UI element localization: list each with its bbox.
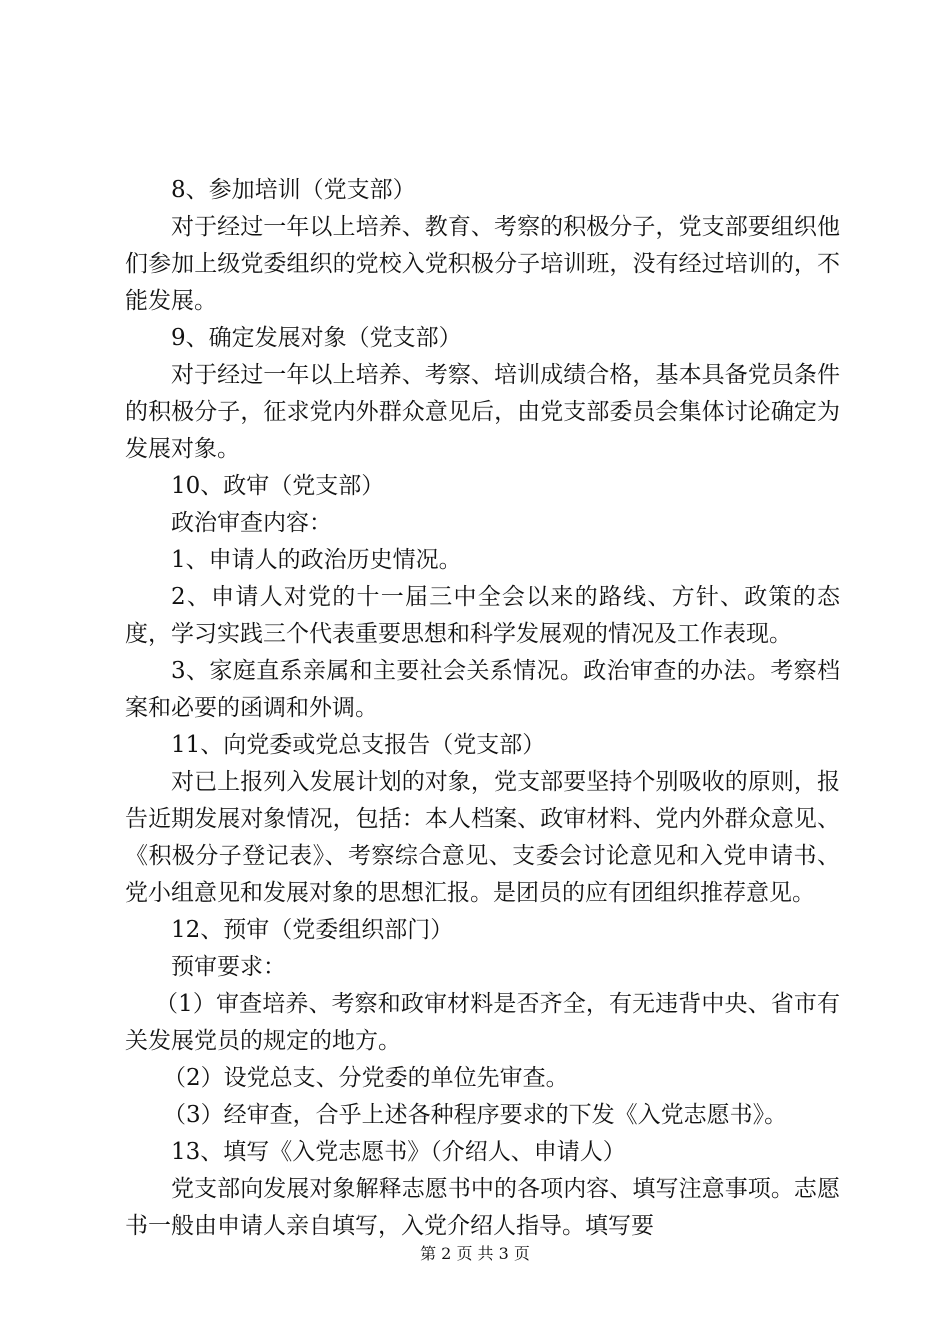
document-body (125, 172, 840, 1245)
paragraph: （3）经审查，合乎上述各种程序要求的下发《入党志愿书》。 (163, 1102, 788, 1128)
paragraph: 预审要求： (171, 954, 286, 980)
paragraph: 10、政审（党支部） (171, 473, 385, 499)
paragraph: 12、预审（党委组织部门） (171, 917, 454, 943)
paragraph: 13、填写《入党志愿书》（介绍人、申请人） (171, 1139, 626, 1165)
paragraph: 政治审查内容： (171, 510, 332, 536)
paragraph: 对已上报列入发展计划的对象，党支部要坚持个别吸收的原则，报告近期发展对象情况，包括：本人档案、政审材料、党内外群众意见、《积极分子登记表》、考察综合意见、支委会讨论意见和入党申请书、党小组意见和发展对象的思想汇报。是团员的应有团组织推荐意见。 (125, 769, 840, 906)
paragraph: 9、确定发展对象（党支部） (171, 325, 462, 351)
paragraph: 对于经过一年以上培养、考察、培训成绩合格，基本具备党员条件的积极分子，征求党内外群众意见后，由党支部委员会集体讨论确定为发展对象。 (125, 362, 840, 462)
paragraph: （1）审查培养、考察和政审材料是否齐全，有无违背中央、省市有关发展党员的规定的地方。 (125, 991, 840, 1054)
paragraph: 3、家庭直系亲属和主要社会关系情况。政治审查的办法。考察档案和必要的函调和外调。 (125, 658, 840, 721)
paragraph: 对于经过一年以上培养、教育、考察的积极分子，党支部要组织他们参加上级党委组织的党校入党积极分子培训班，没有经过培训的，不能发展。 (125, 214, 840, 314)
paragraph: 11、向党委或党总支报告（党支部） (171, 732, 546, 758)
paragraph: 8、参加培训（党支部） (171, 177, 416, 203)
paragraph: （2）设党总支、分党委的单位先审查。 (163, 1065, 569, 1091)
page-footer: 第 2 页 共 3 页 (420, 1244, 530, 1263)
paragraph: 党支部向发展对象解释志愿书中的各项内容、填写注意事项。志愿书一般由申请人亲自填写，入党介绍人指导。填写要 (125, 1176, 840, 1239)
paragraph: 1、申请人的政治历史情况。 (171, 547, 462, 573)
paragraph: 2、申请人对党的十一届三中全会以来的路线、方针、政策的态度，学习实践三个代表重要思想和科学发展观的情况及工作表现。 (125, 584, 840, 647)
